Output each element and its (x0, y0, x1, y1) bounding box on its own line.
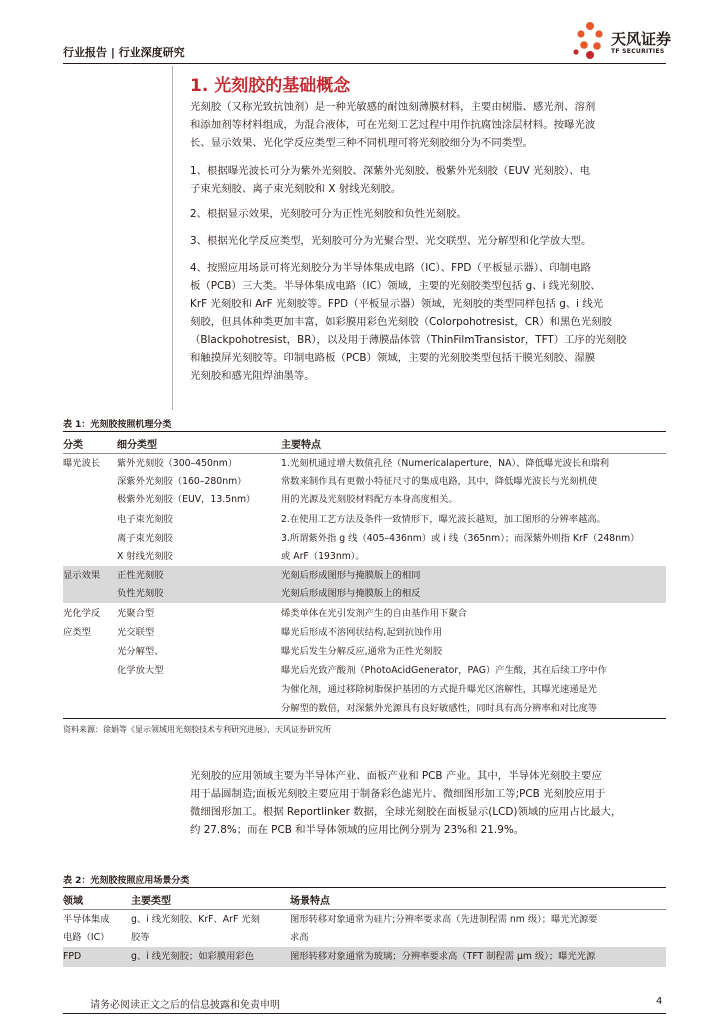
table1-bottom-rule (63, 718, 666, 719)
table1-feature: 为催化剂，通过移除树脂保护基团的方式提升曝光区溶解性，其曝光速递是光 (281, 684, 598, 695)
table1-feature: 曝光后形成不溶网状结构,起到抗蚀作用 (281, 627, 443, 638)
table1-source: 资料来源：徐娟等《显示领域用光刻胶技术专利研究进展》，天风证券研究所 (63, 725, 331, 734)
table1-header-type: 细分类型 (117, 440, 157, 451)
table1-feature: 光刻后形成图形与掩膜版上的相同 (281, 570, 421, 581)
paragraph-display: 2、根据显示效果，光刻胶可分为正性光刻胶和负性光刻胶。 (190, 208, 467, 220)
paragraph-intro: 光刻胶（又称光致抗蚀剂）是一种光敏感的耐蚀刻薄膜材料，主要由树脂、感光剂、溶剂 和添加剂等材料组成，为混合液体，可在光刻工艺过程中用作抗腐蚀涂层材料。按曝光波 长、显示效果、光化学反应类型三种不同机理可将光刻胶细分为不同类型。 (190, 101, 596, 149)
table1-feature: 常数来制作具有更微小特征尺寸的集成电路，其中，降低曝光波长与光刻机使 (281, 476, 598, 487)
table1-group-category: 曝光波长 (63, 458, 101, 469)
table1-feature: 曝光后光致产酸剂（PhotoAcidGenerator，PAG）产生酸，其在后续工序中作 (281, 665, 607, 676)
table2-feature: 图形转移对象通常为玻璃；分辨率要求高（TFT 制程需 μm 级）；曝光光源 (290, 951, 596, 962)
footer-divider (63, 1013, 666, 1014)
footer-disclaimer: 请务必阅读正文之后的信息披露和免责申明 (90, 1000, 280, 1011)
table1-feature: 3.所谓紫外指 g 线（405–436nm）或 i 线（365nm）；而深紫外则指 KrF（248nm） (281, 533, 640, 544)
page-number: 4 (656, 996, 663, 1007)
table1-feature: 1.光刻机通过增大数值孔径（Numericalaperture，NA）、降低曝光波长和瑞利 (281, 458, 610, 469)
table1-feature: 光刻后形成图形与掩膜版上的相反 (281, 588, 421, 599)
logo-name: 天风证券 (611, 30, 672, 48)
table1-feature: 2.在使用工艺方法及条件一致情形下，曝光波长越短，加工图形的分辨率越高。 (281, 514, 606, 525)
table1-feature: 用的光源及光刻胶材料配方本身高度相关。 (281, 494, 458, 505)
paragraph-photochem: 3、根据光化学反应类型，光刻胶可分为光聚合型、光交联型、光分解型和化学放大型。 (190, 235, 592, 247)
paragraph-applications-share: 光刻胶的应用领域主要为半导体产业、面板产业和 PCB 产业。其中，半导体光刻胶主要应 用于晶圆制造;面板光刻胶主要应用于制备彩色滤光片、微细图形加工等;PCB 光刻胶应用于 微细图形加工。根据 Reportlinker 数据，全球光刻胶在面板显示(LCD)领域的应用占比最大， 约 27.8%；而在 PCB 和半导体领域的应用比例分别为 23%和 21.9%。 (190, 770, 622, 836)
header-divider (63, 63, 666, 64)
table1-feature: 分解型的数倍，对深紫外光源具有良好敏感性，同时具有高分辨率和对比度等 (281, 703, 598, 714)
table2-type: g、i 线光刻胶、KrF、ArF 光刻 (131, 914, 260, 925)
table1-type: 电子束光刻胶 (117, 514, 173, 525)
table1-type: X 射线光刻胶 (117, 551, 173, 562)
table1-header-features: 主要特点 (281, 440, 321, 451)
table1-type: 光分解型、 (117, 646, 164, 657)
table2-domain: 半导体集成 (63, 914, 110, 925)
table2-title: 表 2：光刻胶按照应用场景分类 (63, 876, 190, 886)
table2-top-rule (63, 887, 666, 888)
table1-group-category: 光化学反 (63, 608, 101, 619)
table1-type: 极紫外光刻胶（EUV，13.5nm） (117, 494, 256, 505)
table2-domain: 电路（IC） (63, 932, 110, 943)
paragraph-wavelength: 1、根据曝光波长可分为紫外光刻胶、深紫外光刻胶、极紫外光刻胶（EUV 光刻胶）、电 子束光刻胶、离子束光刻胶和 X 射线光刻胶。 (190, 165, 591, 195)
table2-header-features: 场景特点 (290, 896, 330, 907)
section-title: 1. 光刻胶的基础概念 (190, 76, 351, 96)
table2-header-type: 主要类型 (131, 896, 171, 907)
header-title: 行业报告 | 行业深度研究 (63, 46, 185, 59)
margin-vertical-rule (172, 66, 173, 410)
table2-type: g、i 线光刻胶；如彩膜用彩色 (131, 951, 255, 962)
table1-type: 离子束光刻胶 (117, 533, 173, 544)
table1-feature: 烯类单体在光引发剂产生的自由基作用下聚合 (281, 608, 467, 619)
table1-type: 光交联型 (117, 627, 155, 638)
table2-type: 胶等 (131, 932, 150, 943)
table1-header-category: 分类 (63, 440, 83, 451)
table1-feature: 或 ArF（193nm）。 (281, 551, 365, 562)
table1-header-rule (63, 453, 666, 454)
logo-en: TF SECURITIES (611, 48, 665, 55)
table1-type: 负性光刻胶 (117, 588, 164, 599)
table2-domain: FPD (63, 951, 82, 962)
table1-type: 深紫外光刻胶（160–280nm） (117, 476, 247, 487)
table1-top-rule (63, 431, 666, 432)
table2-header-rule (63, 909, 666, 910)
table1-type: 光聚合型 (117, 608, 155, 619)
table1-group-category: 应类型 (63, 627, 91, 638)
table1-type: 正性光刻胶 (117, 570, 164, 581)
table1-feature: 曝光后发生分解反应,通常为正性光刻胶 (281, 646, 443, 657)
table2-feature: 图形转移对象通常为硅片;分辨率要求高（先进制程需 nm 级）；曝光光源要 (290, 914, 598, 925)
table1-type: 紫外光刻胶（300–450nm） (117, 458, 238, 469)
table2-feature: 求高 (290, 932, 309, 943)
table1-group-category: 显示效果 (63, 570, 101, 581)
table1-title: 表 1：光刻胶按照机理分类 (63, 420, 172, 430)
table1-type: 化学放大型 (117, 665, 164, 676)
paragraph-application: 4、按照应用场景可将光刻胶分为半导体集成电路（IC）、FPD（平板显示器）、印制电路 板（PCB）三大类。半导体集成电路（IC）领域，主要的光刻胶类型包括 g、i 线光刻胶、 KrF 光刻胶和 ArF 光刻胶等。FPD（平板显示器）领域，光刻胶的类型同样包括 g、i 线光 刻胶，但具体种类更加丰富，如彩膜用彩色光刻胶（Colorpohotresist，CR）和黑色光刻胶 （Blackpohotresist，BR），以及用于薄膜晶体管（ThinFilmTransistor，TFT）工序的光刻胶 和触摸屏光刻胶等。印制电路板（PCB）领域，主要的光刻胶类型包括干膜光刻胶、湿膜 光刻胶和感光阻焊油墨等。 (190, 262, 627, 382)
table2-header-domain: 领域 (63, 896, 83, 907)
